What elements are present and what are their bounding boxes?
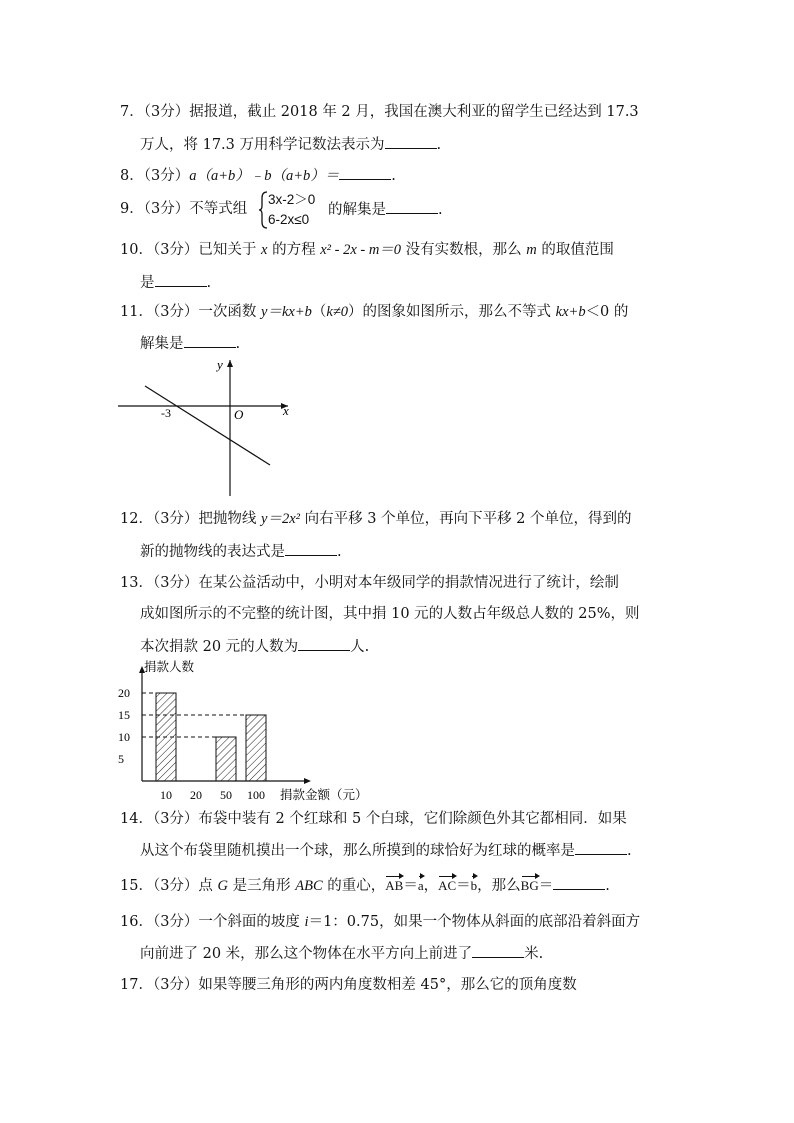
y-axis-title: 捐款人数 bbox=[144, 660, 195, 674]
q15-line bbox=[120, 875, 610, 896]
q10-text-a: 10．（3分）已知关于 bbox=[120, 242, 262, 258]
q8-line bbox=[120, 165, 396, 186]
answer-blank[interactable] bbox=[184, 333, 236, 348]
q12-line1 bbox=[120, 509, 632, 529]
q8-prefix: 8．（3分） bbox=[120, 168, 190, 184]
answer-blank[interactable] bbox=[385, 134, 437, 149]
q10-equation: x² - 2x - m＝0 bbox=[320, 242, 402, 258]
answer-blank[interactable] bbox=[386, 199, 438, 214]
q12-line2 bbox=[140, 541, 342, 562]
q11-text-b: （ bbox=[311, 304, 327, 320]
q13-text: 本次捐款 20 元的人数为 bbox=[140, 639, 299, 655]
q12-text-a: 12．（3分）把抛物线 bbox=[120, 511, 262, 527]
q11-function: y＝kx+b bbox=[261, 304, 312, 320]
q11-text-a: 11．（3分）一次函数 bbox=[120, 304, 262, 320]
q12-parabola: y＝2x² bbox=[261, 511, 301, 527]
vector-a: a bbox=[418, 876, 424, 896]
q10-text-e: 是 bbox=[140, 275, 155, 291]
answer-blank[interactable] bbox=[553, 875, 605, 890]
x-label: x bbox=[283, 403, 289, 418]
period: . bbox=[436, 137, 442, 153]
q10-line1 bbox=[120, 240, 614, 260]
bar-10 bbox=[156, 693, 176, 781]
q10-text-b: 的方程 bbox=[267, 242, 321, 258]
q13-line2: 成如图所示的不完整的统计图，其中捐 10 元的人数占年级总人数的 25%，则 bbox=[140, 606, 640, 622]
x-tick-label: 100 bbox=[247, 788, 265, 802]
point-g: G bbox=[217, 878, 229, 894]
q17-line1: 17．（3分）如果等腰三角形的两内角度数相差 45°，那么它的顶角度数 bbox=[120, 977, 577, 993]
q14-line1: 14．（3分）布袋中装有 2 个红球和 5 个白球，它们除颜色外其它都相同．如果 bbox=[120, 811, 627, 827]
q15-text-d: ，那么 bbox=[477, 878, 521, 894]
answer-blank[interactable] bbox=[339, 165, 391, 180]
period: . bbox=[627, 843, 632, 859]
period: . bbox=[337, 544, 342, 560]
answer-blank[interactable] bbox=[472, 943, 524, 958]
q16-text-a: 16．（3分）一个斜面的坡度 bbox=[120, 914, 305, 930]
period: . bbox=[605, 878, 610, 894]
x-tick-label: 50 bbox=[220, 788, 232, 802]
bar-50 bbox=[216, 737, 236, 781]
answer-blank[interactable] bbox=[575, 840, 627, 855]
q14-line2 bbox=[140, 840, 632, 861]
period: . bbox=[391, 168, 396, 184]
q14-text: 从这个布袋里随机摸出一个球，那么所摸到的球恰好为红球的概率是 bbox=[140, 843, 575, 859]
q15-text-b: 是三角形 bbox=[228, 878, 296, 894]
linear-function-graph bbox=[110, 352, 300, 500]
period: . bbox=[235, 336, 241, 352]
q13-line3 bbox=[140, 636, 369, 657]
vector-ab: AB bbox=[385, 876, 403, 896]
function-line bbox=[145, 386, 270, 465]
x-tick-label: 10 bbox=[160, 788, 172, 802]
y-tick-label: 15 bbox=[118, 708, 130, 722]
y-tick-label: 5 bbox=[118, 752, 124, 766]
q11-line2 bbox=[140, 333, 240, 354]
brace-icon bbox=[258, 190, 268, 230]
q12-text-b: 向右平移 3 个单位，再向下平移 2 个单位，得到的 bbox=[300, 511, 632, 527]
q9-inequality-2: 6-2x≤0 bbox=[268, 212, 310, 227]
q16-text-c: 向前进了 20 米，那么这个物体在水平方向上前进了 bbox=[140, 946, 473, 962]
triangle-abc: ABC bbox=[295, 878, 323, 894]
q10-text-c: 没有实数根，那么 bbox=[401, 242, 527, 258]
q16-line1 bbox=[120, 912, 640, 932]
period: . bbox=[206, 275, 212, 291]
q9-prefix: 9．（3分）不等式组 bbox=[120, 201, 248, 217]
q11-text-e: 解集是 bbox=[140, 336, 184, 352]
q7-line1: 7．（3分）据报道，截止 2018 年 2 月，我国在澳大利亚的留学生已经达到 17.3 bbox=[120, 104, 639, 120]
q13-line1: 13．（3分）在某公益活动中，小明对本年级同学的捐款情况进行了统计，绘制 bbox=[120, 575, 619, 591]
var-m: m bbox=[526, 242, 537, 258]
q15-text-c: 的重心， bbox=[322, 878, 386, 894]
q16-line2 bbox=[140, 943, 543, 964]
bar-100 bbox=[246, 715, 266, 781]
q11-inequality: kx+b bbox=[555, 304, 586, 320]
q11-line1 bbox=[120, 302, 628, 322]
q10-text-d: 的取值范围 bbox=[536, 242, 614, 258]
q13-end: 人. bbox=[350, 639, 370, 655]
var-x: x bbox=[261, 242, 268, 258]
x-tick-label: 20 bbox=[190, 788, 202, 802]
q7-line2 bbox=[140, 134, 441, 155]
q8-expression: a（a+b）﹣b（a+b）＝ bbox=[189, 168, 340, 184]
q16-end: 米. bbox=[524, 946, 544, 962]
y-axis-arrow-icon bbox=[227, 360, 233, 367]
x-axis-title: 捐款金额（元） bbox=[280, 788, 368, 802]
equals-sign: ＝ bbox=[456, 878, 471, 894]
equals-sign: ＝ bbox=[403, 878, 418, 894]
vector-bg: BG bbox=[521, 876, 539, 896]
q9-inequality-1: 3x-2＞0 bbox=[268, 192, 316, 207]
equals-sign: ＝ bbox=[538, 878, 554, 894]
separator: ， bbox=[423, 878, 439, 894]
q16-text-b: ＝1：0.75，如果一个物体从斜面的底部沿着斜面方 bbox=[308, 914, 641, 930]
vector-b: b bbox=[471, 876, 478, 896]
intercept-label: -3 bbox=[161, 406, 171, 420]
q11-text-d: ＜0 的 bbox=[585, 304, 629, 320]
q11-condition: k≠0 bbox=[326, 304, 349, 320]
vector-ac: AC bbox=[438, 876, 456, 896]
period: . bbox=[438, 202, 443, 218]
q10-line2 bbox=[140, 272, 211, 293]
answer-blank[interactable] bbox=[285, 541, 337, 556]
q12-text-c: 新的抛物线的表达式是 bbox=[140, 544, 285, 560]
q11-text-c: ）的图象如图所示，那么不等式 bbox=[348, 304, 556, 320]
y-tick-label: 20 bbox=[118, 686, 130, 700]
donation-bar-chart bbox=[112, 656, 382, 806]
x-axis-arrow-icon bbox=[304, 778, 311, 784]
answer-blank[interactable] bbox=[155, 272, 207, 287]
q9-suffix-line bbox=[328, 199, 443, 220]
y-tick-label: 10 bbox=[118, 730, 130, 744]
var-i: i bbox=[304, 914, 309, 930]
q15-text-a: 15．（3分）点 bbox=[120, 878, 218, 894]
q7-text: 万人，将 17.3 万用科学记数法表示为 bbox=[140, 137, 385, 153]
y-label: y bbox=[217, 357, 223, 372]
q9-suffix: 的解集是 bbox=[328, 202, 386, 218]
answer-blank[interactable] bbox=[298, 636, 350, 651]
origin-label: O bbox=[234, 407, 244, 422]
